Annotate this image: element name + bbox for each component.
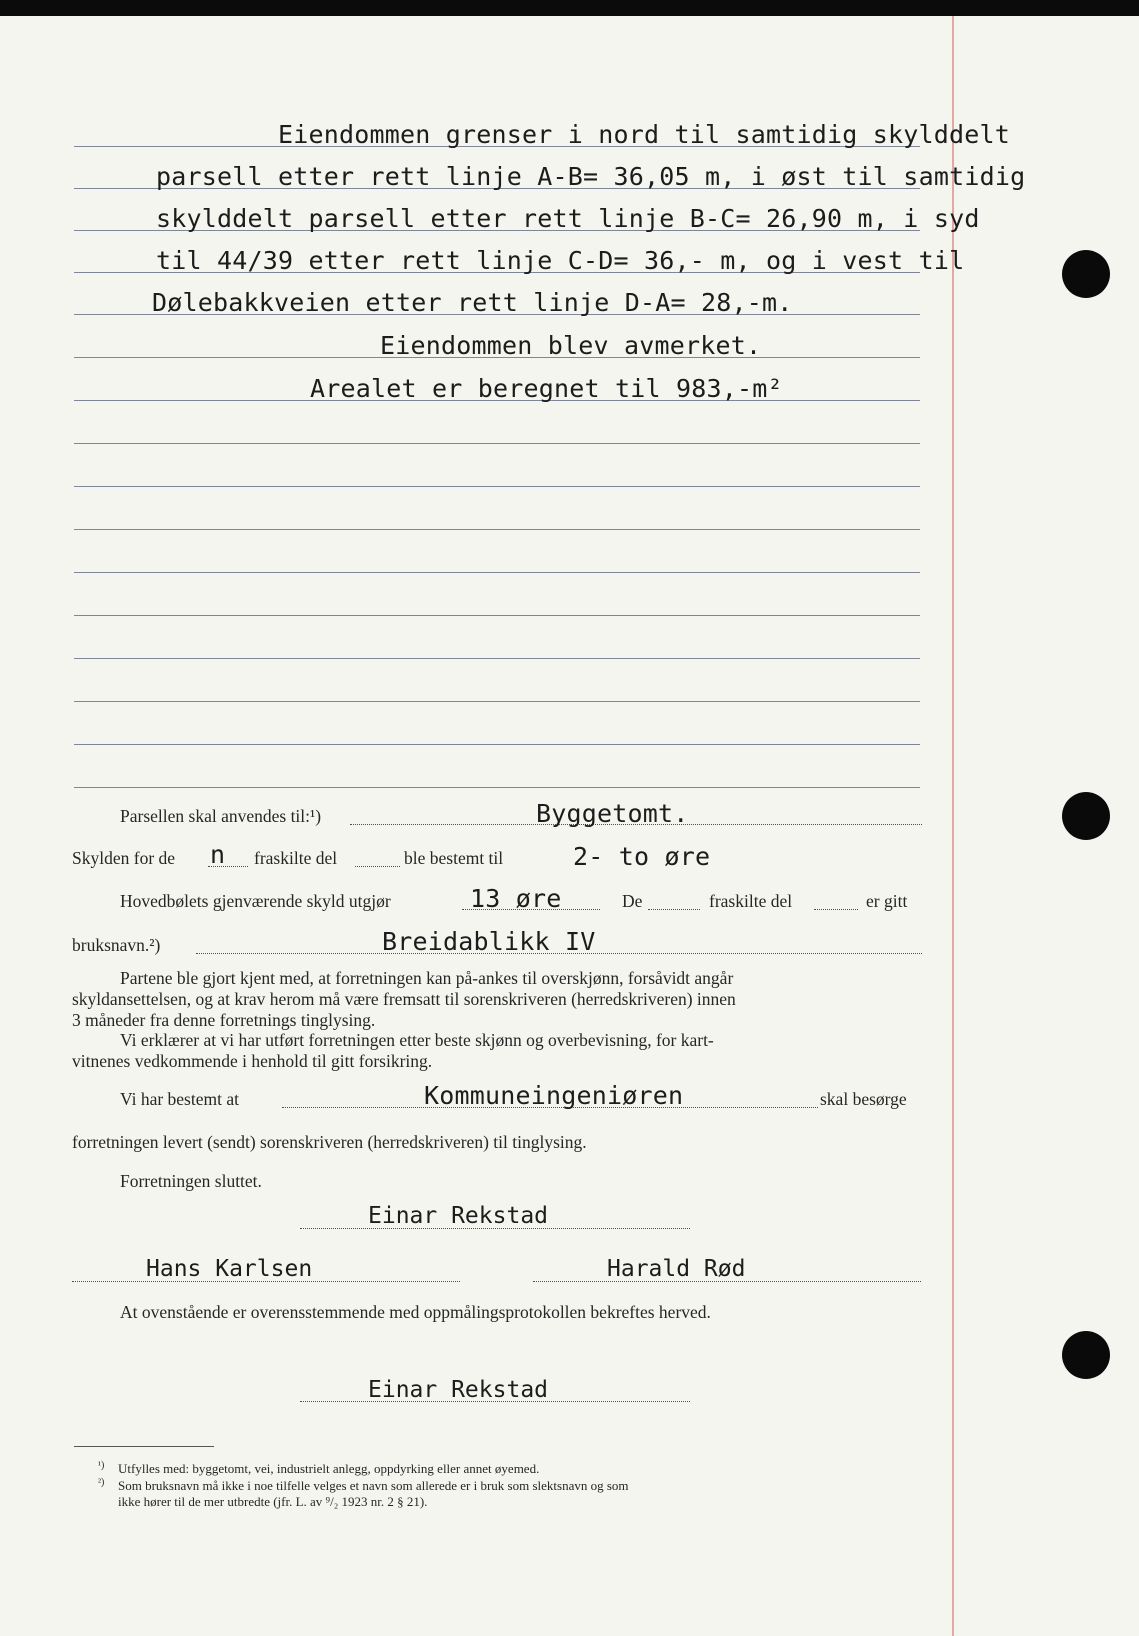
ruled-line	[74, 529, 920, 530]
description-line: parsell etter rett linje A-B= 36,05 m, i øst til samtidig	[156, 162, 1026, 191]
ruled-line	[74, 701, 920, 702]
bestemt-label: ble bestemt til	[404, 848, 504, 868]
signature-line	[300, 1401, 690, 1402]
description-line: Dølebakkveien etter rett linje D-A= 28,-m.	[152, 288, 793, 317]
appeal-paragraph: Partene ble gjort kjent med, at forretningen kan på-ankes til overskjønn, forsåvidt angår skyldansettelsen, og at krav herom må være fremsatt til sorenskriveren (herredskriveren) innen 3 måneder fra denne forretnings tinglysing.	[72, 968, 736, 1030]
de-label: De	[622, 891, 643, 911]
signature-certifier: Einar Rekstad	[368, 1377, 549, 1403]
footnote-separator	[74, 1446, 214, 1447]
fill-line	[208, 866, 248, 867]
scan-top-edge	[0, 0, 1139, 16]
hovedbol-value: 13 øre	[470, 884, 562, 913]
punch-hole	[1062, 792, 1110, 840]
footnote-marker: ²)	[98, 1477, 105, 1488]
signature-line	[72, 1281, 460, 1282]
signature-witness-1: Hans Karlsen	[146, 1256, 313, 1282]
delivery-continuation: forretningen levert (sendt) sorenskriveren (herredskriveren) til tinglysing.	[72, 1132, 587, 1152]
area-statement: Arealet er beregnet til 983,-m²	[310, 374, 783, 403]
footnote-2: ²) Som bruksnavn må ikke i noe tilfelle velges et navn som allerede er i bruk som slektsnavn og som ikke hører til de mer utbredte (jfr. L. av ⁹/₂ 1923 nr. 2 § 21).	[98, 1477, 629, 1509]
skyld-label: Skylden for de	[72, 848, 176, 868]
delivery-label: Vi har bestemt at	[120, 1089, 239, 1109]
punch-hole	[1062, 250, 1110, 298]
ruled-line	[74, 744, 920, 745]
signature-line	[300, 1228, 690, 1229]
ruled-line	[74, 615, 920, 616]
signature-line	[533, 1281, 921, 1282]
bruksnavn-label: bruksnavn.²)	[72, 935, 161, 955]
declaration-paragraph: Vi erklærer at vi har utført forretningen etter beste skjønn og overbevisning, for kart- vitnenes vedkommende i henhold til gitt forsikring.	[72, 1030, 714, 1071]
punch-hole	[1062, 1331, 1110, 1379]
description-line: skylddelt parsell etter rett linje B-C= 26,90 m, i syd	[156, 204, 980, 233]
signature-witness-2: Harald Rød	[607, 1256, 746, 1282]
bruksnavn-value: Breidablikk IV	[382, 927, 596, 956]
er-gitt-label: er gitt	[866, 891, 908, 911]
fraskilte-del-label: fraskilte del	[709, 891, 793, 911]
description-line: Eiendommen grenser i nord til samtidig skylddelt	[278, 120, 1011, 149]
marking-statement: Eiendommen blev avmerket.	[380, 331, 762, 360]
delivery-value: Kommuneingeniøren	[424, 1081, 684, 1110]
signature-chair: Einar Rekstad	[368, 1203, 549, 1229]
skyld-den-suffix: n	[210, 840, 226, 869]
fill-line	[355, 866, 400, 867]
fill-line	[648, 909, 700, 910]
delivery-suffix: skal besørge	[820, 1089, 907, 1109]
footnote-marker: ¹)	[98, 1460, 105, 1471]
ruled-line	[74, 443, 920, 444]
use-value: Byggetomt.	[536, 799, 689, 828]
description-line: til 44/39 etter rett linje C-D= 36,- m, og i vest til	[156, 246, 965, 275]
footnote-1: ¹) Utfylles med: byggetomt, vei, industrielt anlegg, oppdyrking eller annet øyemed.	[98, 1460, 540, 1476]
skyld-value: 2- to øre	[573, 842, 711, 871]
closing-statement: Forretningen sluttet.	[120, 1171, 262, 1191]
fraskilte-label: fraskilte del	[254, 848, 338, 868]
hovedbol-label: Hovedbølets gjenværende skyld utgjør	[120, 891, 391, 911]
fill-line	[814, 909, 858, 910]
certification-statement: At ovenstående er overensstemmende med oppmålingsprotokollen bekreftes herved.	[120, 1302, 711, 1322]
ruled-line	[74, 658, 920, 659]
ruled-line	[74, 486, 920, 487]
use-label: Parsellen skal anvendes til:¹)	[120, 806, 322, 826]
ruled-line	[74, 572, 920, 573]
ruled-line	[74, 787, 920, 788]
